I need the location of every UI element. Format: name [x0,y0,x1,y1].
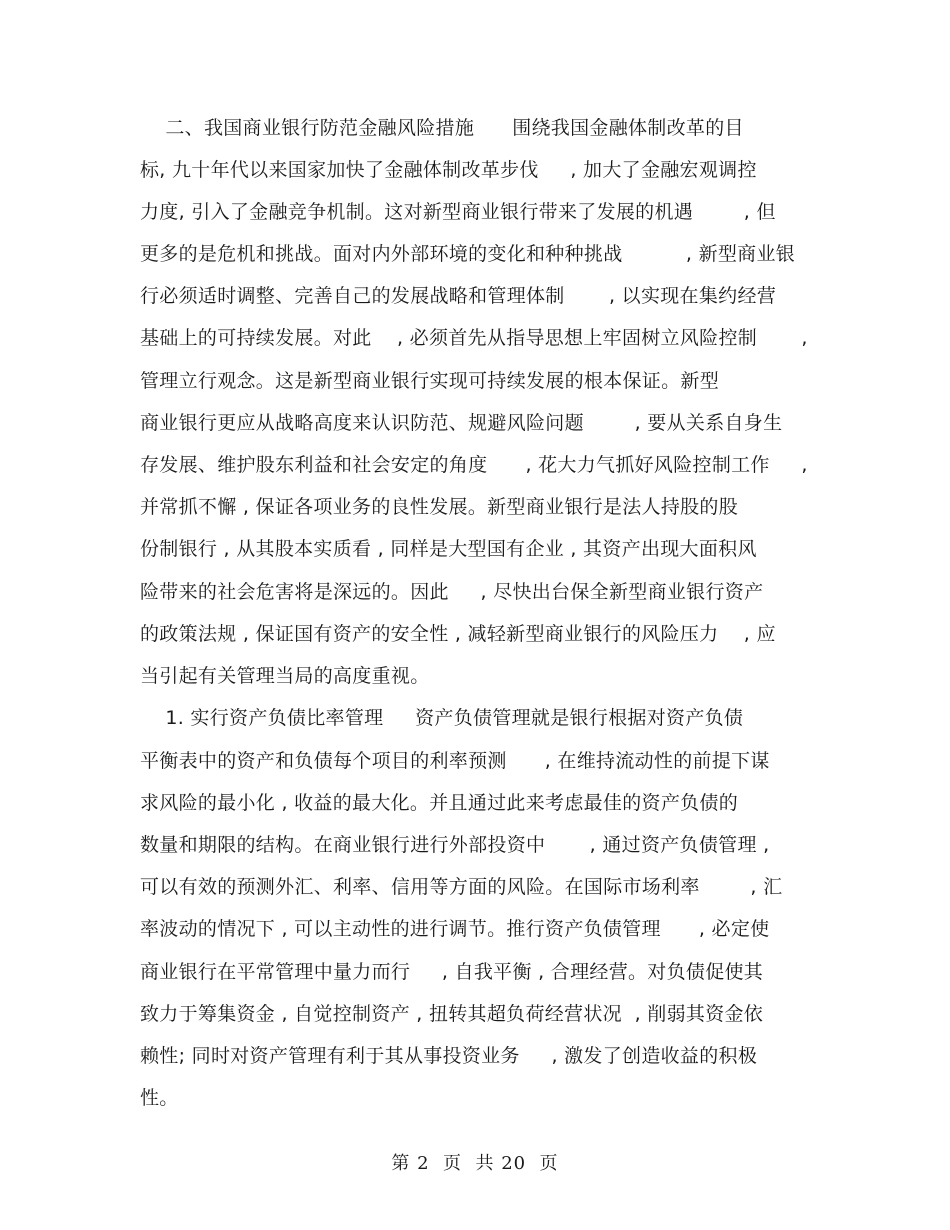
text-line: 致力于筹集资金 , 自觉控制资产 , 扭转其超负荷经营状况 , 削弱其资金依 [140,1003,764,1025]
text-line: 可以有效的预测外汇、利率、信用等方面的风险。在国际市场利率 , 汇 [140,876,783,898]
text-line: 更多的是危机和挑战。面对内外部环境的变化和种种挑战 , 新型商业银 [140,243,796,265]
text-line: 数量和期限的结构。在商业银行进行外部投资中 , 通过资产负债管理 , [140,834,770,856]
text-line: 求风险的最小化 , 收益的最大化。并且通过此来考虑最佳的资产负债的 [140,792,739,814]
text-line: 的政策法规 , 保证国有资产的安全性 , 减轻新型商业银行的风险压力 , 应 [140,623,776,645]
text-line: 平衡表中的资产和负债每个项目的利率预测 , 在维持流动性的前提下谋 [140,750,770,772]
text-line: 商业银行在平常管理中量力而行 , 自我平衡 , 合理经营。对负债促使其 [140,961,764,983]
text-line: 基础上的可持续发展。对此 , 必须首先从指导思想上牢固树立风险控制 , [140,327,808,349]
page-number-footer: 第 2 页 共 20 页 [391,1153,559,1174]
text-line: 并常抓不懈 , 保证各项业务的良性发展。新型商业银行是法人持股的股 [140,496,739,518]
text-line: 赖性; 同时对资产管理有利于其从事投资业务 , 激发了创造收益的积极 [140,1045,758,1067]
text-line: 性。 [140,1087,179,1109]
text-line: 率波动的情况下 , 可以主动性的进行调节。推行资产负债管理 , 必定使 [140,918,770,940]
text-line: 份制银行 , 从其股本实质看 , 同样是大型国有企业 , 其资产出现大面积风 [140,538,757,560]
text-line: 存发展、维护股东利益和社会安定的角度 , 花大力气抓好风险控制工作 , [140,454,808,476]
text-line: 行必须适时调整、完善自己的发展战略和管理体制 , 以实现在集约经营 [140,285,777,307]
text-line: 1. 实行资产负债比率管理 资产负债管理就是银行根据对资产负债 [140,707,744,729]
text-line: 商业银行更应从战略高度来认识防范、规避风险问题 , 要从关系自身生 [140,412,783,434]
text-line: 标, 九十年代以来国家加快了金融体制改革步伐 , 加大了金融宏观调控 [140,159,757,181]
text-line: 险带来的社会危害将是深远的。因此 , 尽快出台保全新型商业银行资产 [140,581,764,603]
text-line: 管理立行观念。这是新型商业银行实现可持续发展的根本保证。新型 [140,370,720,392]
text-line: 当引起有关管理当局的高度重视。 [140,665,430,687]
text-line: 力度, 引入了金融竞争机制。这对新型商业银行带来了发展的机遇 , 但 [140,201,776,223]
text-line: 二、我国商业银行防范金融风险措施 围绕我国金融体制改革的目 [140,117,744,139]
